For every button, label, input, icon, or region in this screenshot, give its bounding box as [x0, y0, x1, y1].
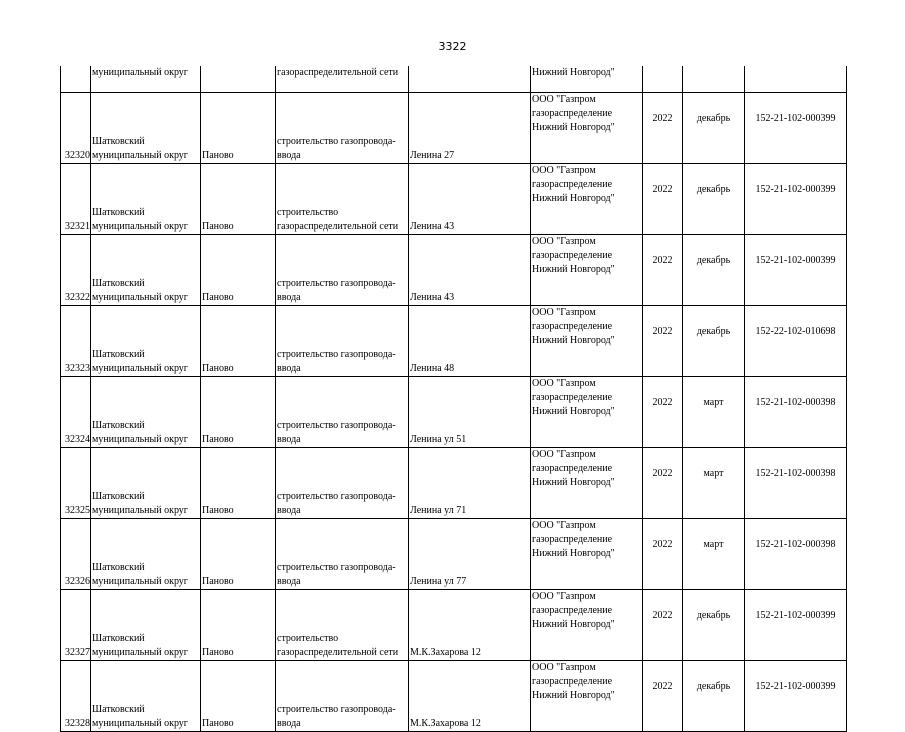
month-cell	[683, 164, 745, 235]
year-text: 2022	[652, 397, 673, 408]
company-line-1: ООО "Газпром	[532, 307, 596, 318]
company-line-3: Нижний Новгород"	[532, 193, 615, 204]
month-cell	[683, 306, 745, 377]
year-cell	[643, 377, 683, 448]
year-cell	[643, 306, 683, 377]
company-line-2: газораспределение	[532, 321, 613, 332]
company-line-3: Нижний Новгород"	[532, 406, 615, 417]
num-cell	[61, 235, 91, 306]
district-line-2: муниципальный округ	[92, 221, 188, 232]
work-line-1: строительство газопровода-	[277, 491, 396, 502]
district-cell	[91, 519, 201, 590]
district-line-2: муниципальный округ	[92, 363, 188, 374]
num-cell	[61, 590, 91, 661]
district-cell	[91, 306, 201, 377]
district-line-1: Шатковский	[92, 562, 145, 573]
district-line-2: муниципальный округ	[92, 292, 188, 303]
month-cell	[683, 590, 745, 661]
work-line-1: строительство газопровода-	[277, 136, 396, 147]
year-cell	[643, 448, 683, 519]
district-line-2: муниципальный округ	[92, 718, 188, 729]
locality-cell	[201, 306, 276, 377]
company-line-1: ООО "Газпром	[532, 662, 596, 673]
work-cell	[276, 164, 409, 235]
code-cell	[745, 448, 847, 519]
month-cell	[683, 66, 745, 93]
company-line-1: ООО "Газпром	[532, 591, 596, 602]
district-line-1: Шатковский	[92, 207, 145, 218]
district-cell	[91, 590, 201, 661]
company-line-2: газораспределение	[532, 250, 613, 261]
company-line-3: Нижний Новгород"	[532, 264, 615, 275]
work-line-2: газораспределительной сети	[277, 647, 399, 658]
code-text: 152-21-102-000398	[755, 397, 836, 408]
year-text: 2022	[652, 539, 673, 550]
code-text: 152-21-102-000398	[755, 539, 836, 550]
district-cell	[91, 164, 201, 235]
street-text: Ленина ул 77	[410, 576, 467, 587]
month-text: март	[703, 539, 724, 550]
street-cell	[409, 235, 531, 306]
district-line-1: Шатковский	[92, 136, 145, 147]
work-line-1: строительство газопровода-	[277, 420, 396, 431]
code-cell	[745, 235, 847, 306]
year-text: 2022	[652, 326, 673, 337]
month-text: декабрь	[696, 113, 731, 124]
company-line-3: Нижний Новгород"	[532, 122, 615, 133]
month-text: март	[703, 468, 724, 479]
work-cell	[276, 377, 409, 448]
year-text: 2022	[652, 468, 673, 479]
locality-cell	[201, 235, 276, 306]
company-line-1: ООО "Газпром	[532, 520, 596, 531]
month-cell	[683, 448, 745, 519]
row-number: 32328	[65, 718, 90, 729]
district-line-1: Шатковский	[92, 704, 145, 715]
num-cell	[61, 66, 91, 93]
table-row	[61, 661, 847, 732]
company-line-1: ООО "Газпром	[532, 378, 596, 389]
num-cell	[61, 661, 91, 732]
page-number: 3322	[438, 40, 467, 53]
locality-cell	[201, 519, 276, 590]
district-line-1: Шатковский	[92, 491, 145, 502]
company-cell	[531, 661, 643, 732]
locality-cell	[201, 448, 276, 519]
street-text: Ленина 48	[410, 363, 455, 374]
street-cell	[409, 377, 531, 448]
locality-cell	[201, 66, 276, 93]
company-cell: Нижний Новгород"	[531, 66, 643, 93]
table-row	[61, 519, 847, 590]
street-text: Ленина 43	[410, 292, 455, 303]
work-line-1: строительство	[277, 207, 339, 218]
work-cell	[276, 235, 409, 306]
street-cell	[409, 164, 531, 235]
work-line-2: ввода	[277, 718, 301, 729]
row-number: 32325	[65, 505, 90, 516]
company-line-2: газораспределение	[532, 392, 613, 403]
work-line-2: ввода	[277, 292, 301, 303]
company-line-2: газораспределение	[532, 179, 613, 190]
company-cell	[531, 235, 643, 306]
company-line-2: газораспределение	[532, 463, 613, 474]
street-text: М.К.Захарова 12	[410, 647, 481, 658]
code-cell	[745, 519, 847, 590]
company-line-2: газораспределение	[532, 676, 613, 687]
year-text: 2022	[652, 113, 673, 124]
district-cell	[91, 93, 201, 164]
code-text: 152-21-102-000399	[755, 610, 836, 621]
code-cell	[745, 590, 847, 661]
company-line-2: газораспределение	[532, 605, 613, 616]
code-text: 152-21-102-000399	[755, 184, 836, 195]
code-cell	[745, 93, 847, 164]
table-row	[61, 590, 847, 661]
table-row	[61, 448, 847, 519]
company-cell	[531, 93, 643, 164]
district-cell: муниципальный округ	[91, 66, 201, 93]
table-row	[61, 235, 847, 306]
registry-table	[60, 66, 847, 732]
street-cell	[409, 66, 531, 93]
month-cell	[683, 235, 745, 306]
year-cell	[643, 235, 683, 306]
work-line-1: строительство газопровода-	[277, 349, 396, 360]
street-text: Ленина ул 51	[410, 434, 467, 445]
locality-text: Паново	[202, 292, 234, 303]
work-cell	[276, 519, 409, 590]
year-cell	[643, 66, 683, 93]
work-line-2: ввода	[277, 576, 301, 587]
street-text: Ленина 27	[410, 150, 455, 161]
district-line-2: муниципальный округ	[92, 150, 188, 161]
year-cell	[643, 93, 683, 164]
year-cell	[643, 590, 683, 661]
row-number: 32323	[65, 363, 90, 374]
company-line-3: Нижний Новгород"	[532, 619, 615, 630]
company-line-1: ООО "Газпром	[532, 236, 596, 247]
code-text: 152-21-102-000399	[755, 255, 836, 266]
company-line-2: газораспределение	[532, 108, 613, 119]
table-row	[61, 377, 847, 448]
row-number: 32326	[65, 576, 90, 587]
company-line-2: газораспределение	[532, 534, 613, 545]
month-text: декабрь	[696, 681, 731, 692]
district-line-2: муниципальный округ	[92, 505, 188, 516]
street-cell	[409, 519, 531, 590]
locality-cell	[201, 164, 276, 235]
company-cell	[531, 519, 643, 590]
district-cell	[91, 377, 201, 448]
code-text: 152-21-102-000399	[755, 113, 836, 124]
continuation-row	[61, 66, 847, 93]
work-line-1: строительство газопровода-	[277, 704, 396, 715]
row-number: 32324	[65, 434, 90, 445]
district-cell	[91, 661, 201, 732]
street-cell	[409, 448, 531, 519]
work-line-2: ввода	[277, 434, 301, 445]
num-cell	[61, 93, 91, 164]
year-cell	[643, 519, 683, 590]
district-line-2: муниципальный округ	[92, 434, 188, 445]
month-cell	[683, 377, 745, 448]
work-cell	[276, 448, 409, 519]
num-cell	[61, 164, 91, 235]
company-cell	[531, 164, 643, 235]
locality-cell	[201, 377, 276, 448]
num-cell	[61, 306, 91, 377]
num-cell	[61, 519, 91, 590]
street-cell	[409, 306, 531, 377]
row-number: 32320	[65, 150, 90, 161]
company-line-3: Нижний Новгород"	[532, 335, 615, 346]
company-line-1: ООО "Газпром	[532, 94, 596, 105]
locality-cell	[201, 93, 276, 164]
company-line-3: Нижний Новгород"	[532, 690, 615, 701]
company-cell	[531, 448, 643, 519]
street-text: Ленина ул 71	[410, 505, 467, 516]
district-line-1: Шатковский	[92, 420, 145, 431]
work-line-1: строительство газопровода-	[277, 562, 396, 573]
company-cell	[531, 590, 643, 661]
num-cell	[61, 448, 91, 519]
work-cell	[276, 93, 409, 164]
year-text: 2022	[652, 184, 673, 195]
code-cell	[745, 306, 847, 377]
work-cell	[276, 590, 409, 661]
district-line-1: Шатковский	[92, 349, 145, 360]
work-line-2: ввода	[277, 505, 301, 516]
street-cell	[409, 93, 531, 164]
locality-text: Паново	[202, 434, 234, 445]
row-number: 32321	[65, 221, 90, 232]
company-line-1: ООО "Газпром	[532, 165, 596, 176]
row-number: 32322	[65, 292, 90, 303]
month-cell	[683, 661, 745, 732]
locality-text: Паново	[202, 221, 234, 232]
month-cell	[683, 93, 745, 164]
year-text: 2022	[652, 255, 673, 266]
locality-text: Паново	[202, 505, 234, 516]
street-cell	[409, 590, 531, 661]
month-text: март	[703, 397, 724, 408]
district-cell	[91, 448, 201, 519]
company-line-3: Нижний Новгород"	[532, 477, 615, 488]
locality-text: Паново	[202, 576, 234, 587]
num-cell	[61, 377, 91, 448]
street-cell	[409, 661, 531, 732]
district-line-2: муниципальный округ	[92, 647, 188, 658]
month-text: декабрь	[696, 255, 731, 266]
work-line-2: ввода	[277, 150, 301, 161]
street-text: Ленина 43	[410, 221, 455, 232]
code-cell	[745, 377, 847, 448]
year-cell	[643, 164, 683, 235]
company-cell	[531, 306, 643, 377]
locality-text: Паново	[202, 363, 234, 374]
code-text: 152-21-102-000398	[755, 468, 836, 479]
company-line-3: Нижний Новгород"	[532, 548, 615, 559]
month-text: декабрь	[696, 326, 731, 337]
year-text: 2022	[652, 681, 673, 692]
district-line-2: муниципальный округ	[92, 576, 188, 587]
month-cell	[683, 519, 745, 590]
table-row	[61, 93, 847, 164]
code-cell	[745, 164, 847, 235]
locality-text: Паново	[202, 718, 234, 729]
row-number: 32327	[65, 647, 90, 658]
work-line-1: строительство газопровода-	[277, 278, 396, 289]
locality-cell	[201, 661, 276, 732]
code-text: 152-22-102-010698	[755, 326, 836, 337]
work-line-1: строительство	[277, 633, 339, 644]
locality-text: Паново	[202, 150, 234, 161]
code-text: 152-21-102-000399	[755, 681, 836, 692]
locality-cell	[201, 590, 276, 661]
street-text: М.К.Захарова 12	[410, 718, 481, 729]
locality-text: Паново	[202, 647, 234, 658]
district-line-1: Шатковский	[92, 278, 145, 289]
work-cell	[276, 661, 409, 732]
work-line-2: газораспределительной сети	[277, 221, 399, 232]
work-cell: газораспределительной сети	[276, 66, 409, 93]
company-cell	[531, 377, 643, 448]
work-cell	[276, 306, 409, 377]
district-cell	[91, 235, 201, 306]
code-cell	[745, 661, 847, 732]
year-cell	[643, 661, 683, 732]
code-cell	[745, 66, 847, 93]
month-text: декабрь	[696, 610, 731, 621]
table-row	[61, 164, 847, 235]
work-line-2: ввода	[277, 363, 301, 374]
table-row	[61, 306, 847, 377]
district-line-1: Шатковский	[92, 633, 145, 644]
year-text: 2022	[652, 610, 673, 621]
month-text: декабрь	[696, 184, 731, 195]
company-line-1: ООО "Газпром	[532, 449, 596, 460]
